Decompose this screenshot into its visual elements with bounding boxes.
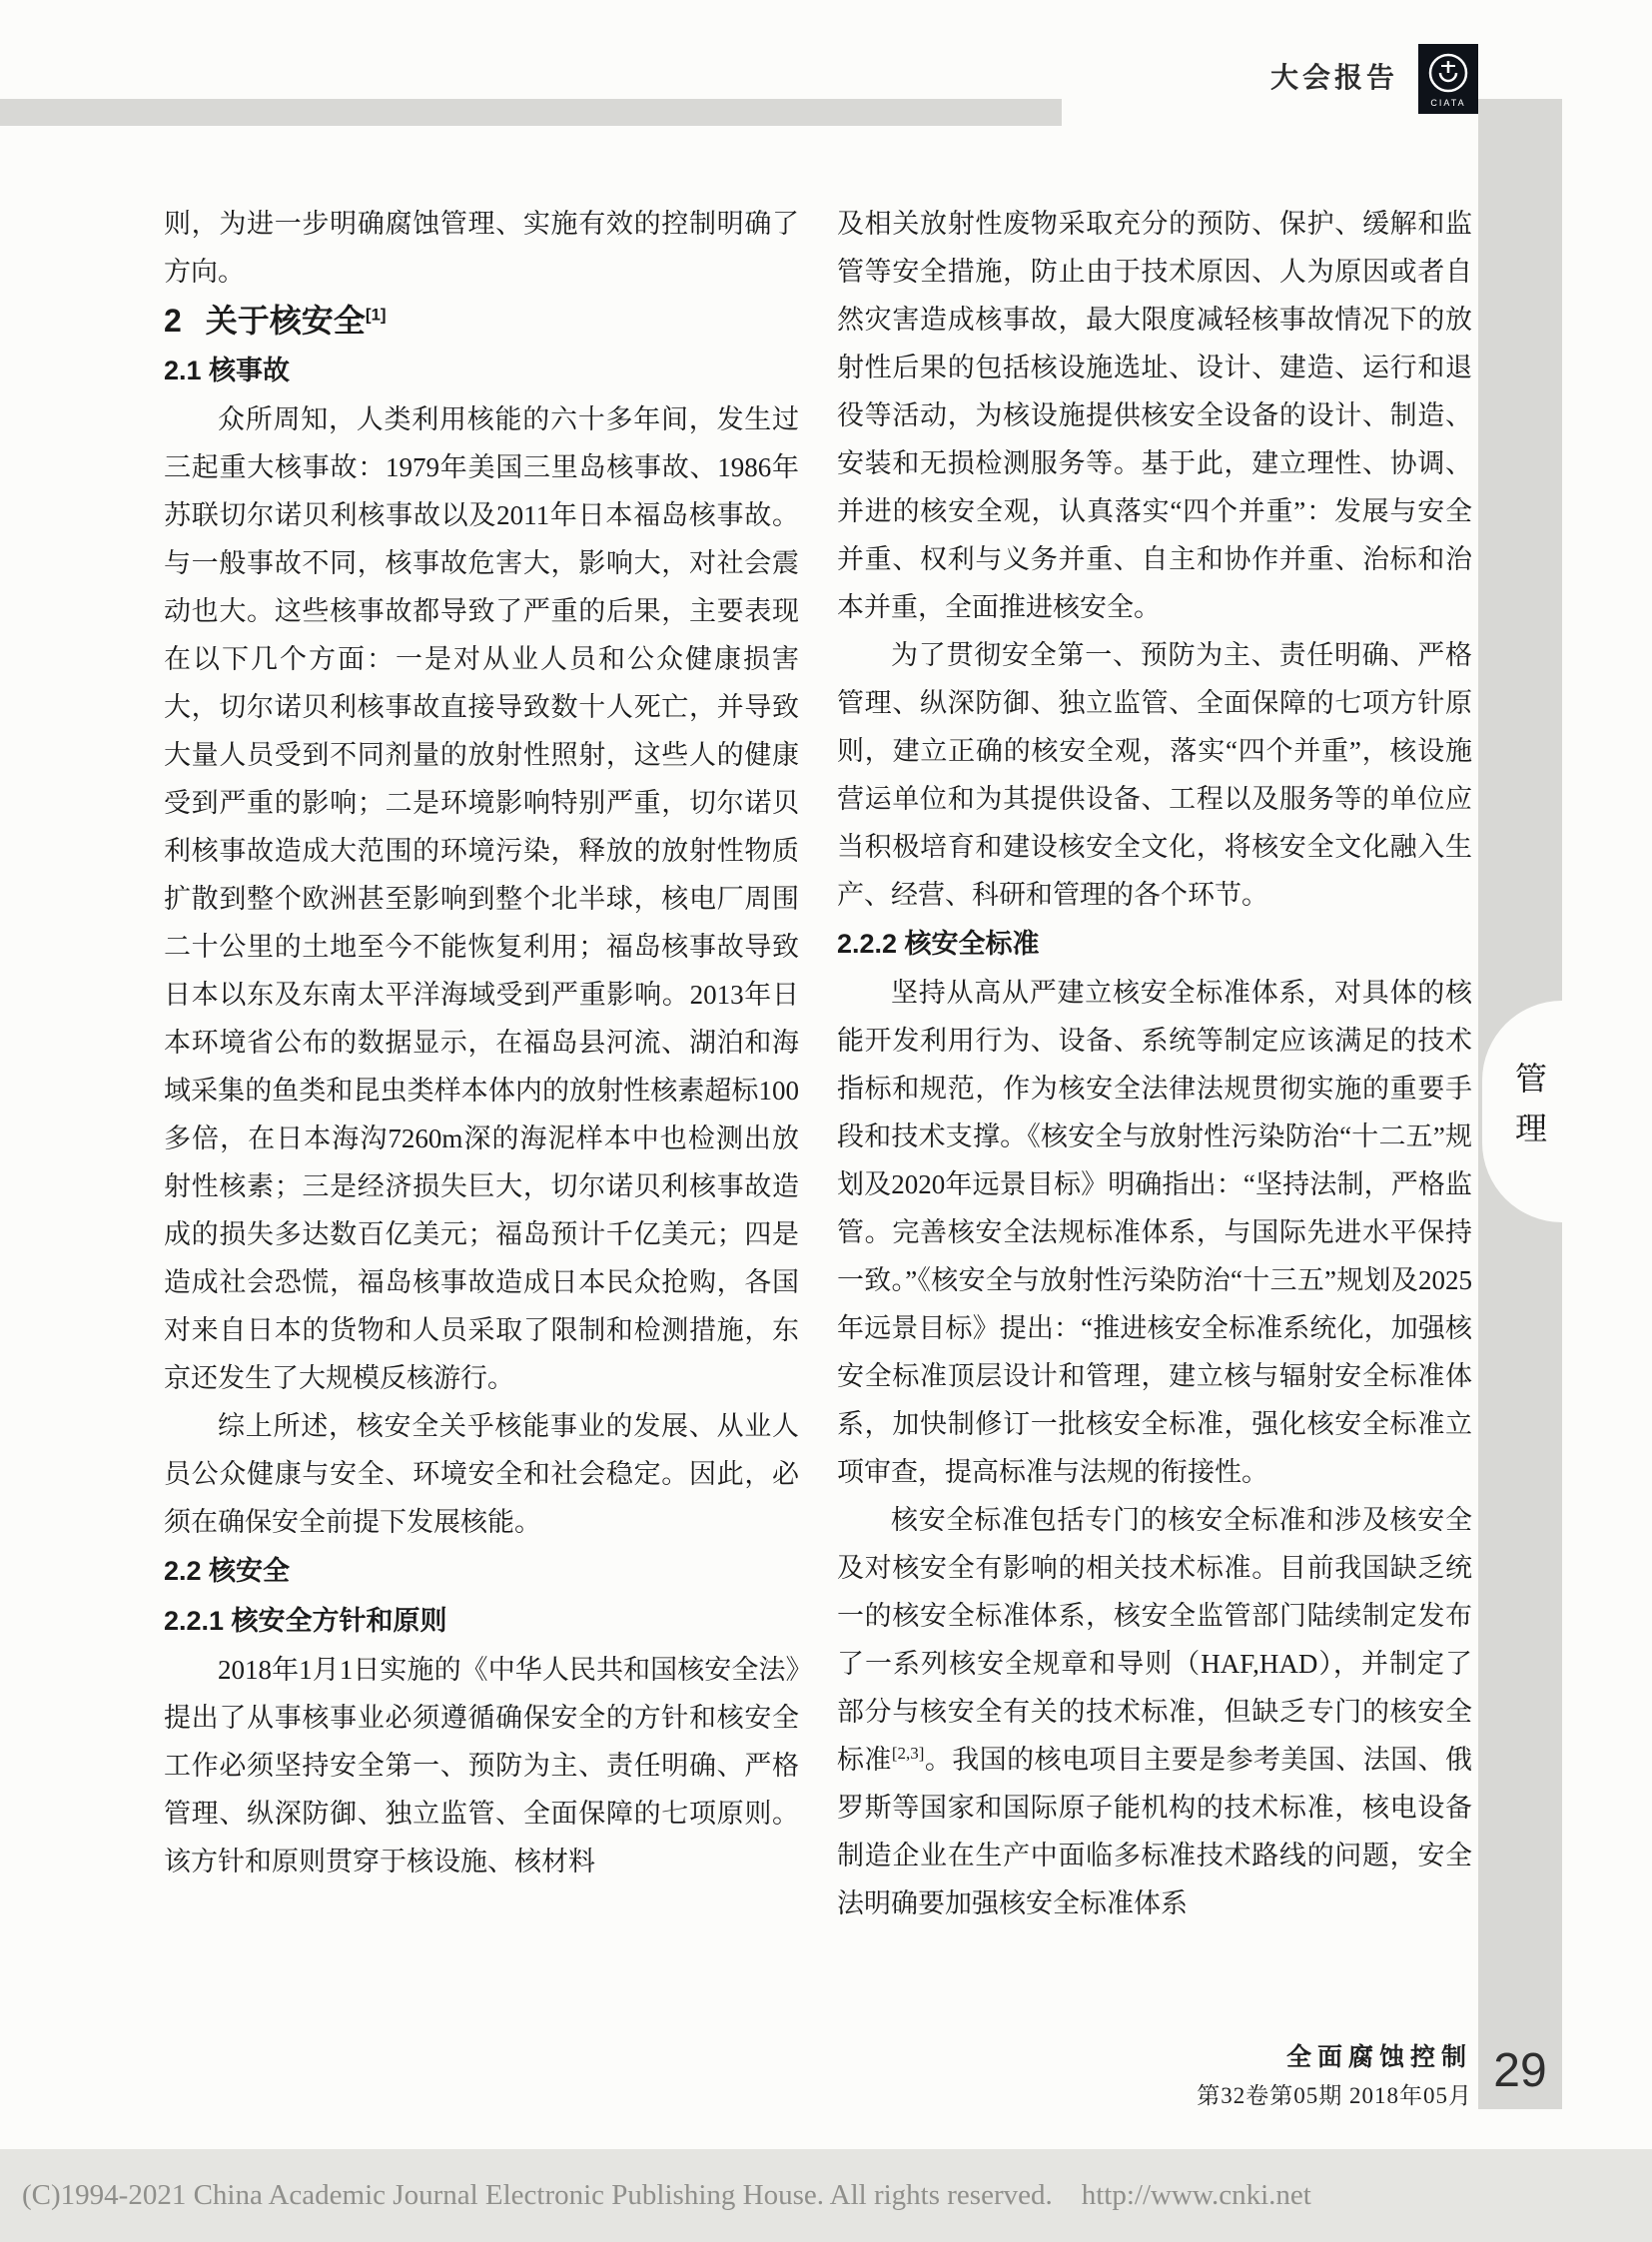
ciata-emblem-icon: [1426, 51, 1470, 95]
section-2-number: 2: [164, 303, 182, 339]
safety-culture-paragraph: 为了贯彻安全第一、预防为主、责任明确、严格管理、纵深防御、独立监管、全面保障的七项方针原则，建立正确的核安全观，落实“四个并重”，核设施营运单位和为其提供设备、工程以及服务等的单位应当积极培育和建设核安全文化，将核安全文化融入生产、经营、科研和管理的各个环节。: [837, 640, 1472, 910]
footer-issue-info: 第32卷第05期 2018年05月: [1197, 2083, 1472, 2108]
summary-paragraph: 综上所述，核安全关乎核能事业的发展、从业人员公众健康与安全、环境安全和社会稳定。因此，必须在确保安全前提下发展核能。: [164, 1411, 799, 1537]
section-2-2-1-heading: 2.2.1 核安全方针和原则: [164, 1606, 447, 1636]
standards-scope-paragraph: [837, 1496, 1472, 1927]
ciata-logo: [1418, 44, 1478, 114]
section-2-heading: [164, 296, 799, 346]
standards-scope-text: 核安全标准包括专门的核安全标准和涉及核安全及对核安全有影响的相关技术标准。目前我国缺乏统一的核安全标准体系，核安全监管部门陆续制定发布了一系列核安全规章和导则（HAF,HAD），并制定了部分与核安全有关的技术标准，但缺乏专门的核安全标准: [837, 1505, 1472, 1775]
citation-1-sup: [1]: [365, 305, 387, 325]
section-2-2-heading: 2.2 核安全: [164, 1556, 291, 1586]
copyright-band: [0, 2149, 1652, 2242]
top-divider-bar: [0, 99, 1062, 126]
safety-standards-paragraph: 坚持从高从严建立核安全标准体系，对具体的核能开发利用行为、设备、系统等制定应该满足的技术指标和规范，作为核安全法律法规贯彻实施的重要手段和技术支撑。《核安全与放射性污染防治“十二五”规划及2020年远景目标》明确指出：“坚持法制，严格监管。完善核安全法规标准体系，与国际先进水平保持一致。”《核安全与放射性污染防治“十三五”规划及2025年远景目标》提出：“推进核安全标准系统化，加强核安全标准顶层设计和管理，建立核与辐射安全标准体系，加快制修订一批核安全标准，强化核安全标准立项审查，提高标准与法规的衔接性。: [837, 978, 1472, 1487]
law-continuation-paragraph: 及相关放射性废物采取充分的预防、保护、缓解和监管等安全措施，防止由于技术原因、人为原因或者自然灾害造成核事故，最大限度减轻核事故情况下的放射性后果的包括核设施选址、设计、建造、运行和退役等活动，为核设施提供核安全设备的设计、制造、安装和无损检测服务等。基于此，建立理性、协调、并进的核安全观，认真落实“四个并重”：发展与安全并重、权利与义务并重、自主和协作并重、治标和治本并重，全面推进核安全。: [837, 209, 1472, 622]
section-2-1-heading: 2.1 核事故: [164, 356, 291, 385]
management-tab-label: 管理: [1511, 1062, 1547, 1161]
section-2-2-2-heading: 2.2.2 核安全标准: [837, 929, 1040, 959]
nuclear-accidents-paragraph: 众所周知，人类利用核能的六十多年间，发生过三起重大核事故：1979年美国三里岛核事故、1986年苏联切尔诺贝利核事故以及2011年日本福岛核事故。与一般事故不同，核事故危害大，影响大，对社会震动也大。这些核事故都导致了严重的后果，主要表现在以下几个方面：一是对从业人员和公众健康损害大，切尔诺贝利核事故直接导致数十人死亡，并导致大量人员受到不同剂量的放射性照射，这些人的健康受到严重的影响；二是环境影响特别严重，切尔诺贝利核事故造成大范围的环境污染，释放的放射性物质扩散到整个欧洲甚至影响到整个北半球，核电厂周围二十公里的土地至今不能恢复利用；福岛核事故导致日本以东及东南太平洋海域受到严重影响。2013年日本环境省公布的数据显示，在福岛县河流、湖泊和海域采集的鱼类和昆虫类样本体内的放射性核素超标100多倍，在日本海沟7260m深的海泥样本中也检测出放射性核素；三是经济损失巨大，切尔诺贝利核事故造成的损失多达数百亿美元；福岛预计千亿美元；四是造成社会恐慌，福岛核事故造成日本民众抢购，各国对来自日本的货物和人员采取了限制和检测措施，东京还发生了大规模反核游行。: [164, 404, 799, 1393]
logo-text: CIATA: [1430, 97, 1466, 108]
footer-journal-title: 全面腐蚀控制: [1285, 2043, 1472, 2071]
copyright-text: (C)1994-2021 China Academic Journal Electronic Publishing House. All rights reserved. http://www.cnki.net: [22, 2179, 1311, 2211]
intro-paragraph: 则，为进一步明确腐蚀管理、实施有效的控制明确了方向。: [164, 209, 799, 287]
standards-scope-text-cont: 。我国的核电项目主要是参考美国、法国、俄罗斯等国家和国际原子能机构的技术标准，核电设备制造企业在生产中面临多标准技术路线的问题，安全法明确要加强核安全标准体系: [837, 1745, 1473, 1918]
page-number: 29: [1493, 2043, 1547, 2097]
citation-2-3-sup: [2,3]: [891, 1744, 925, 1763]
left-column: [164, 200, 799, 1885]
section-2-title: 关于核安全: [205, 303, 366, 339]
nuclear-safety-law-paragraph: 2018年1月1日实施的《中华人民共和国核安全法》提出了从事核事业必须遵循确保安全的方针和核安全工作必须坚持安全第一、预防为主、责任明确、严格管理、纵深防御、独立监管、全面保障的七项原则。该方针和原则贯穿于核设施、核材料: [164, 1655, 799, 1876]
right-column: [837, 200, 1472, 1927]
conference-report-label: 大会报告: [1269, 62, 1398, 93]
